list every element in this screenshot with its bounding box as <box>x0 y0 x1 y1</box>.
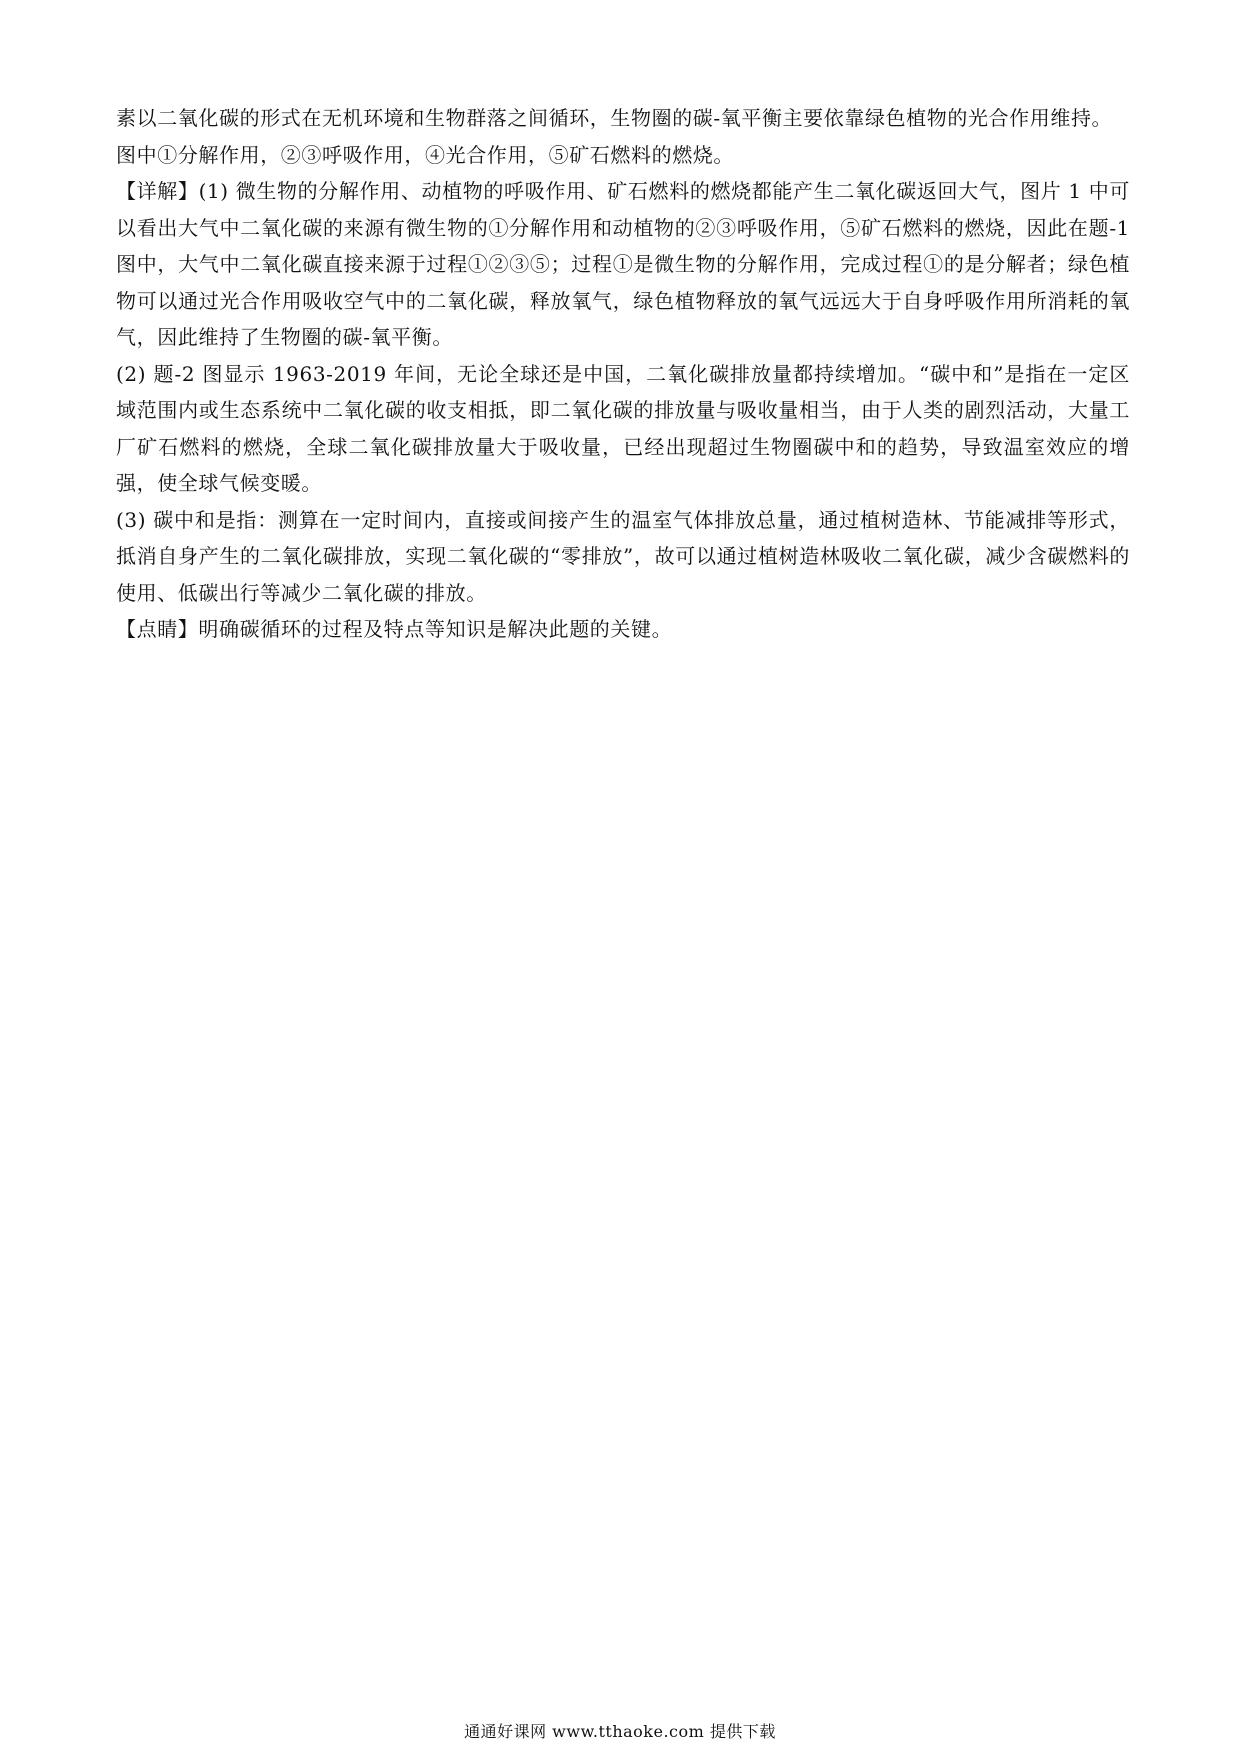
paragraph-detail-1: 【详解】(1) 微生物的分解作用、动植物的呼吸作用、矿石燃料的燃烧都能产生二氧化碳返回大气，图片 1 中可以看出大气中二氧化碳的来源有微生物的①分解作用和动植物的②③呼吸作用，⑤矿石燃料的燃烧，因此在题-1 图中，大气中二氧化碳直接来源于过程①②③⑤；过程①是微生物的分解作用，完成过程①的是分解者；绿色植物可以通过光合作用吸收空气中的二氧化碳，释放氧气，绿色植物释放的氧气远远大于自身呼吸作用所消耗的氧气，因此维持了生物圈的碳-氧平衡。 <box>116 179 1130 349</box>
paragraph-detail-2: (2) 题-2 图显示 1963-2019 年间，无论全球还是中国，二氧化碳排放量都持续增加。“碳中和”是指在一定区域范围内或生态系统中二氧化碳的收支相抵，即二氧化碳的排放量与吸收量相当，由于人类的剧烈活动，大量工厂矿石燃料的燃烧，全球二氧化碳排放量大于吸收量，已经出现超过生物圈碳中和的趋势，导致温室效应的增强，使全球气候变暖。 <box>116 361 1130 495</box>
paragraph-detail-3: (3) 碳中和是指：测算在一定时间内，直接或间接产生的温室气体排放总量，通过植树造林、节能减排等形式，抵消自身产生的二氧化碳排放，实现二氧化碳的“零排放”，故可以通过植树造林吸收二氧化碳，减少含碳燃料的使用、低碳出行等减少二氧化碳的排放。 <box>116 507 1130 605</box>
paragraph-figure-processes: 图中①分解作用，②③呼吸作用，④光合作用，⑤矿石燃料的燃烧。 <box>116 142 734 167</box>
paragraph-carbon-cycle-intro: 素以二氧化碳的形式在无机环境和生物群落之间循环，生物圈的碳-氧平衡主要依靠绿色植物的光合作用维持。 <box>116 106 1113 130</box>
answer-body <box>116 100 1130 648</box>
paragraph-key-point: 【点睛】明确碳循环的过程及特点等知识是解决此题的关键。 <box>116 617 673 641</box>
page-footer: 通通好课网 www.tthaoke.com 提供下载 <box>464 1722 776 1741</box>
